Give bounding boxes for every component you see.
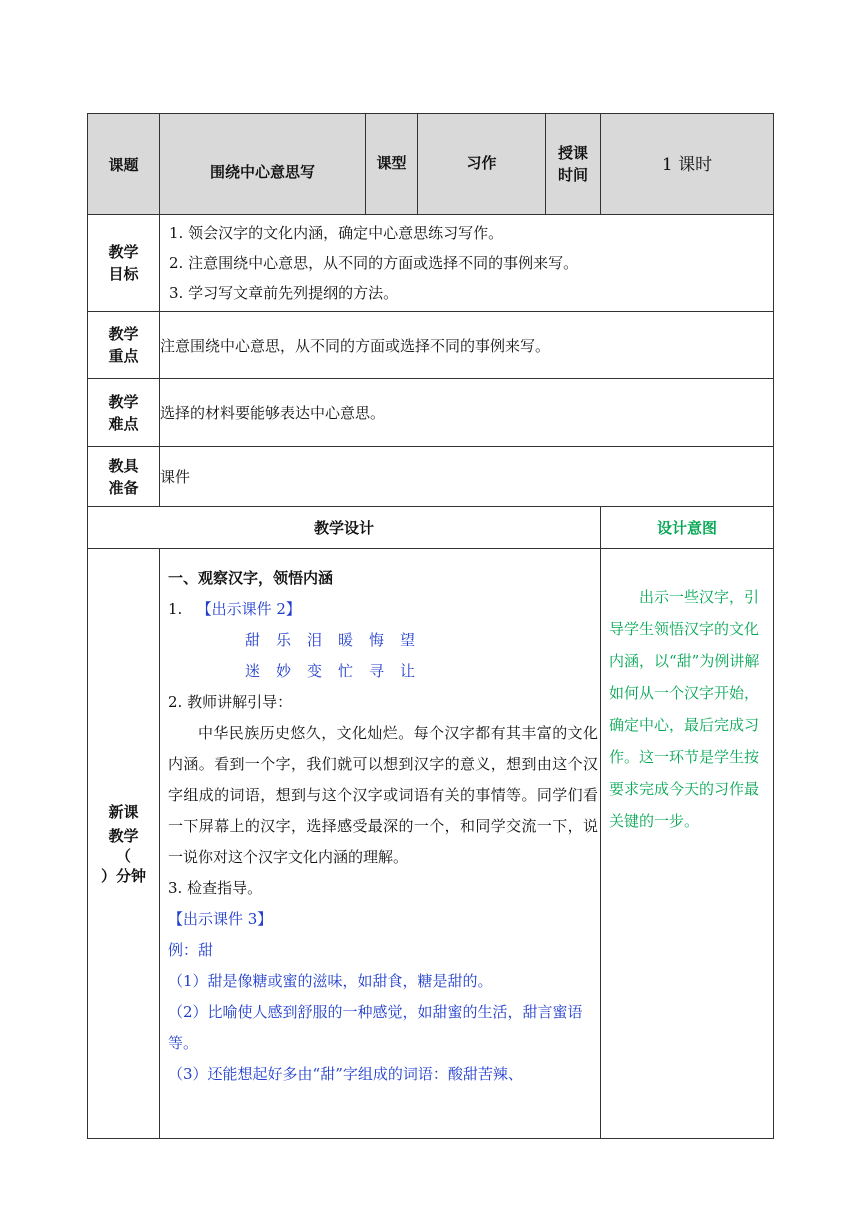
section-heading: 一、观察汉字，领悟内涵 bbox=[168, 569, 334, 587]
tools-label-line2: 准备 bbox=[108, 478, 139, 497]
time-label bbox=[546, 114, 601, 215]
design-header-row bbox=[88, 507, 774, 549]
goals-label bbox=[88, 215, 160, 312]
design-intent-text: 出示一些汉字，引导学生领悟汉字的文化内涵，以“甜”为例讲解如何从一个汉字开始，确定中心，最后完成习作。这一环节是学生按要求完成今天的习作最关键的一步。 bbox=[601, 549, 774, 1139]
char: 迷 bbox=[245, 662, 261, 680]
focus-text: 注意围绕中心意思，从不同的方面或选择不同的事例来写。 bbox=[160, 312, 774, 379]
step1 bbox=[168, 594, 600, 625]
section-label-line1: 新课 bbox=[108, 802, 139, 821]
example-point-1: （1）甜是像糖或蜜的滋味，如甜食，糖是甜的。 bbox=[168, 972, 493, 990]
time-label-line2: 时间 bbox=[557, 166, 588, 184]
chars-row-2 bbox=[168, 656, 600, 687]
char: 寻 bbox=[369, 662, 385, 680]
guidance-paragraph: 中华民族历史悠久，文化灿烂。每个汉字都有其丰富的文化内涵。看到一个字，我们就可以想到汉字的意义，想到由这个汉字组成的词语，想到与这个汉字或词语有关的事情等。同学们看一下屏幕上的汉字，选择感受最深的一个，和同学交流一下，说一说你对这个汉字文化内涵的理解。 bbox=[168, 724, 598, 866]
difficulty-label-line2: 难点 bbox=[108, 414, 139, 433]
chars-row-1 bbox=[168, 625, 600, 656]
example-point-3: （3）还能想起好多由“甜”字组成的词语：酸甜苦辣、 bbox=[168, 1065, 523, 1083]
char: 甜 bbox=[245, 631, 261, 649]
example-title: 例：甜 bbox=[168, 941, 214, 959]
type-value: 习作 bbox=[418, 114, 546, 215]
char: 泪 bbox=[307, 631, 323, 649]
difficulty-row bbox=[88, 379, 774, 447]
courseware-2-link: 【出示课件 2】 bbox=[196, 600, 301, 618]
tools-label bbox=[88, 447, 160, 507]
difficulty-label-line1: 教学 bbox=[108, 392, 139, 411]
char: 忙 bbox=[338, 662, 354, 680]
goals-label-line1: 教学 bbox=[108, 243, 139, 261]
focus-label-line1: 教学 bbox=[108, 325, 139, 343]
type-label: 课型 bbox=[366, 114, 418, 215]
char: 妙 bbox=[276, 662, 292, 680]
section-content bbox=[160, 549, 601, 1139]
time-value: 1 课时 bbox=[601, 114, 774, 215]
lesson-plan-table bbox=[87, 113, 774, 1139]
focus-label-line2: 重点 bbox=[108, 347, 139, 365]
topic-label: 课题 bbox=[88, 114, 160, 215]
time-label-line1: 授课 bbox=[557, 144, 588, 162]
section-label-line2: 教学 bbox=[108, 826, 139, 845]
char: 变 bbox=[307, 662, 323, 680]
step2: 2. 教师讲解引导： bbox=[168, 693, 293, 711]
char: 乐 bbox=[276, 631, 292, 649]
tools-row bbox=[88, 447, 774, 507]
header-row bbox=[88, 114, 774, 215]
goals-list bbox=[160, 215, 774, 312]
topic-value: 围绕中心意思写 bbox=[160, 114, 366, 215]
goal-item: 2. 注意围绕中心意思，从不同的方面或选择不同的事例来写。 bbox=[169, 254, 579, 272]
char: 让 bbox=[400, 662, 416, 680]
goal-item: 3. 学习写文章前先列提纲的方法。 bbox=[169, 284, 399, 302]
courseware-3-link: 【出示课件 3】 bbox=[168, 910, 273, 928]
example-point-2: （2）比喻使人感到舒服的一种感觉，如甜蜜的生活，甜言蜜语等。 bbox=[168, 1003, 583, 1052]
section-label-line3: （ bbox=[115, 846, 131, 865]
difficulty-text: 选择的材料要能够表达中心意思。 bbox=[160, 379, 774, 447]
goal-item: 1. 领会汉字的文化内涵，确定中心意思练习写作。 bbox=[169, 224, 504, 242]
difficulty-label bbox=[88, 379, 160, 447]
step1-number: 1. bbox=[168, 600, 183, 618]
design-title: 教学设计 bbox=[88, 507, 601, 549]
tools-text: 课件 bbox=[160, 447, 774, 507]
section-row bbox=[88, 549, 774, 1139]
goals-label-line2: 目标 bbox=[108, 265, 139, 283]
section-label bbox=[88, 549, 160, 1139]
intent-title: 设计意图 bbox=[601, 507, 774, 549]
section-label-line4: ）分钟 bbox=[100, 866, 146, 885]
char: 暖 bbox=[338, 631, 354, 649]
step3: 3. 检查指导。 bbox=[168, 879, 263, 897]
focus-row bbox=[88, 312, 774, 379]
goals-row bbox=[88, 215, 774, 312]
char: 悔 bbox=[369, 631, 385, 649]
tools-label-line1: 教具 bbox=[108, 456, 139, 475]
char: 望 bbox=[400, 631, 416, 649]
focus-label bbox=[88, 312, 160, 379]
